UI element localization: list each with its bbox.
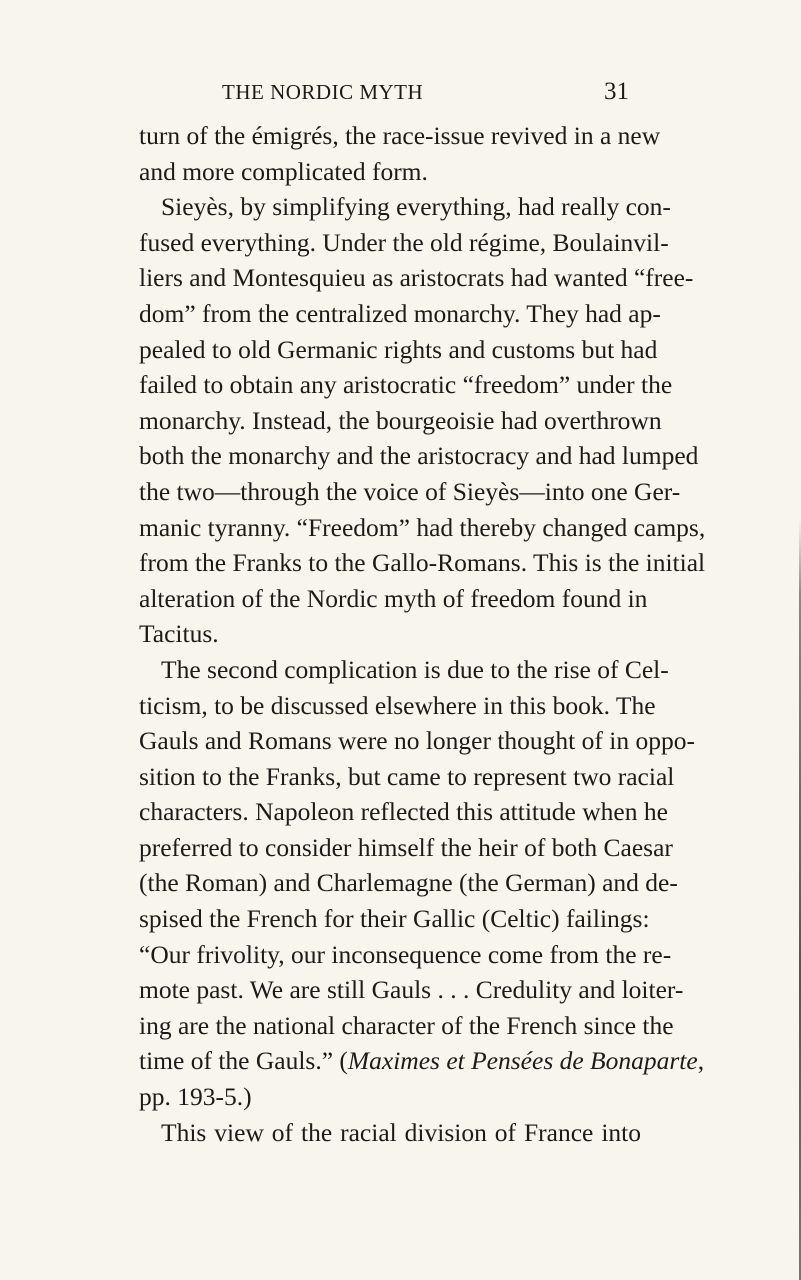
text-line: fused everything. Under the old régime, Boulainvil- — [139, 227, 669, 257]
cited-title: Maximes et Pensées de Bonaparte — [347, 1046, 698, 1076]
text-line: characters. Napoleon reflected this attitude when he — [139, 797, 668, 827]
page-number: 31 — [604, 78, 629, 105]
text-line: This view of the racial division of France into — [161, 1117, 641, 1147]
text-line: Sieyès, by simplifying everything, had really con- — [161, 192, 671, 222]
text-line: Tacitus. — [139, 619, 219, 649]
text-line: The second complication is due to the rise of Cel- — [161, 654, 669, 684]
text-line: failed to obtain any aristocratic “freedom” under the — [139, 370, 673, 400]
text-line: alteration of the Nordic myth of freedom found in — [139, 583, 648, 613]
text-line: ing are the national character of the French since the — [139, 1010, 674, 1040]
text-line: both the monarchy and the aristocracy and had lumped — [139, 441, 699, 471]
running-head-title: THE NORDIC MYTH — [222, 80, 424, 104]
text-line: Gauls and Romans were no longer thought of in oppo- — [139, 726, 695, 756]
text-line: pealed to old Germanic rights and customs but had — [139, 334, 658, 364]
text-line: dom” from the centralized monarchy. They had ap- — [139, 298, 661, 328]
text-line: “Our frivolity, our inconsequence come from the re- — [139, 939, 672, 969]
running-head — [0, 80, 801, 110]
text-line: and more complicated form. — [139, 156, 428, 186]
text-line: monarchy. Instead, the bourgeoisie had overthrown — [139, 405, 662, 435]
text-line: sition to the Franks, but came to represent two racial — [139, 761, 675, 791]
text-line: preferred to consider himself the heir of both Caesar — [139, 832, 673, 862]
text-line: liers and Montesquieu as aristocrats had wanted “free- — [139, 263, 694, 293]
text-line: spised the French for their Gallic (Celtic) failings: — [139, 904, 650, 934]
body-text — [139, 118, 706, 1150]
text-line: ticism, to be discussed elsewhere in this book. The — [139, 690, 656, 720]
text-line: manic tyranny. “Freedom” had thereby changed camps, — [139, 512, 706, 542]
text-line: mote past. We are still Gauls . . . Credulity and loiter- — [139, 975, 684, 1005]
text-line: pp. 193-5.) — [139, 1082, 252, 1112]
text-line: from the Franks to the Gallo-Romans. This is the initial — [139, 548, 706, 578]
text-line: turn of the émigrés, the race-issue revived in a new — [139, 121, 661, 150]
text-line: (the Roman) and Charlemagne (the German) and de- — [139, 868, 678, 898]
text-line: the two—through the voice of Sieyès—into one Ger- — [139, 476, 681, 506]
text-line: time of the Gauls.” (Maximes et Pensées de Bonaparte, — [139, 1046, 705, 1076]
